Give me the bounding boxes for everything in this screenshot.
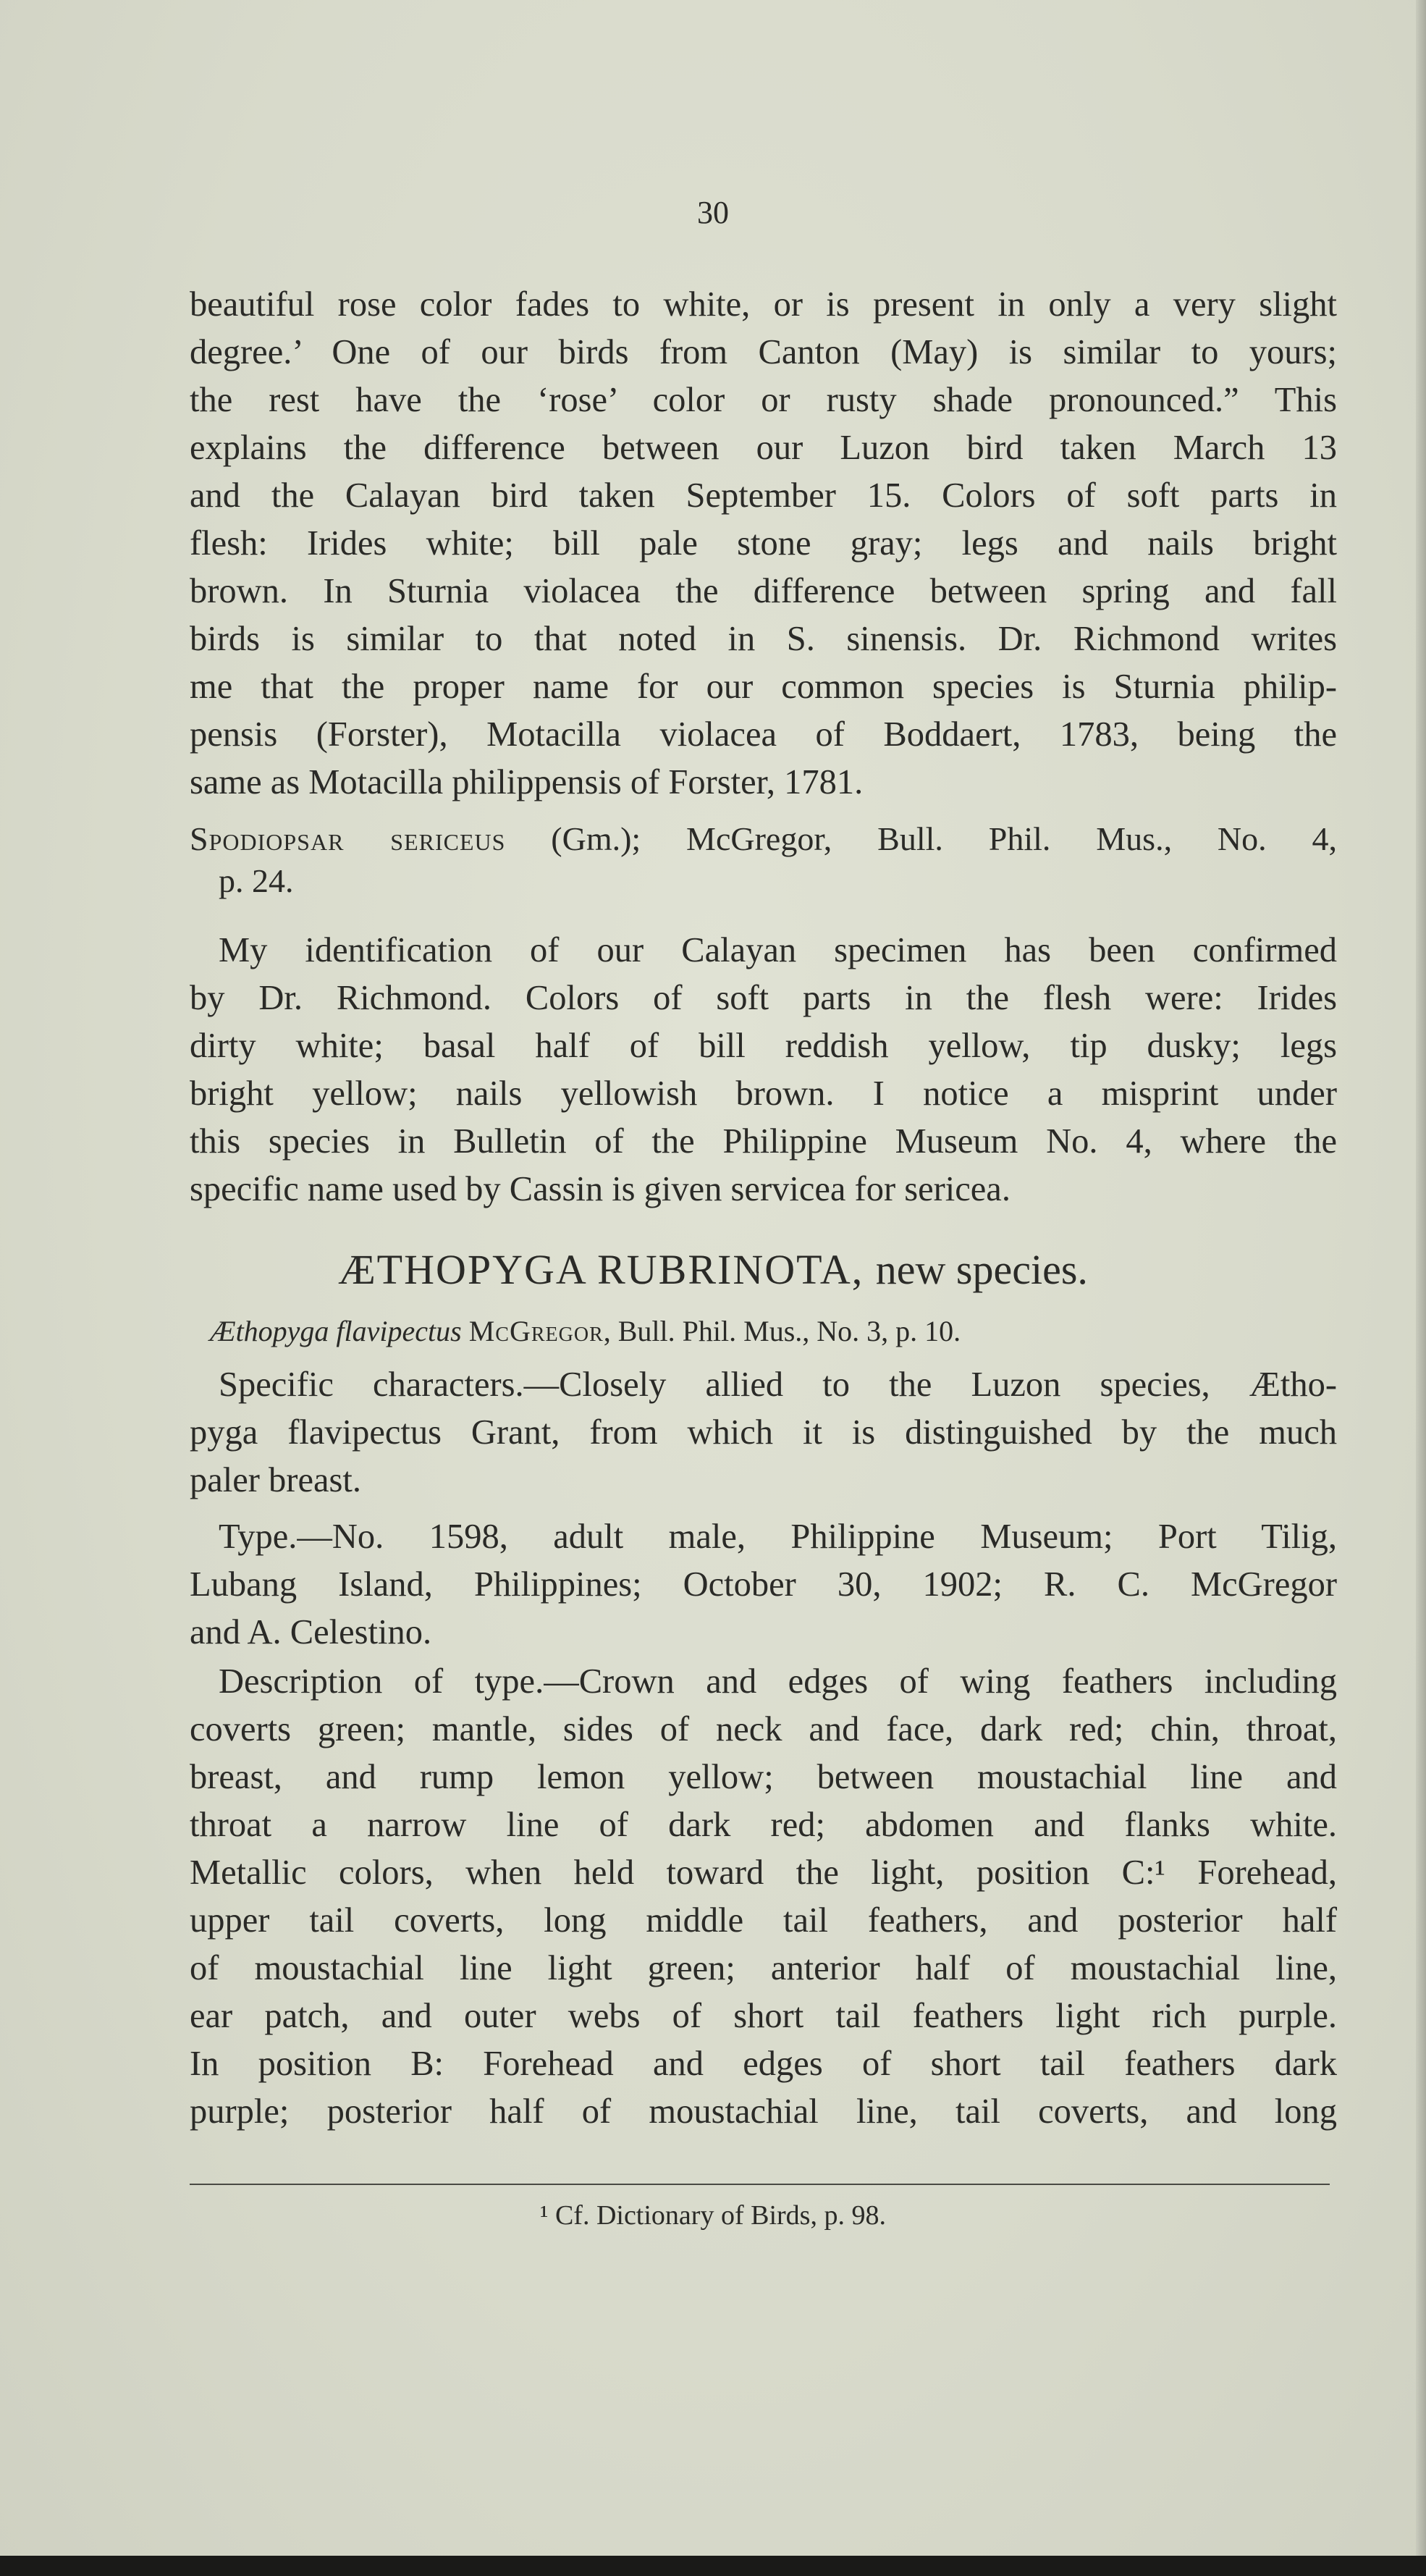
text-line: by Dr. Richmond. Colors of soft parts in the flesh were: Irides (190, 979, 1337, 1017)
text-line: brown. In Sturnia violacea the difference between spring and fall (190, 572, 1337, 610)
text-line: me that the proper name for our common species is Sturnia philip- (190, 668, 1337, 706)
species-heading (0, 1245, 1426, 1294)
text-line: Type.—No. 1598, adult male, Philippine Museum; Port Tilig, (219, 1518, 1337, 1556)
text-line: beautiful rose color fades to white, or is present in only a very slight (190, 285, 1337, 324)
paragraph-description (190, 1658, 1337, 2136)
paragraph-continuation (190, 281, 1337, 807)
text-line: Specific characters.—Closely allied to the Luzon species, Ætho- (219, 1365, 1337, 1404)
text-line: and A. Celestino. (190, 1613, 432, 1651)
heading-suffix: new species. (875, 1246, 1088, 1293)
text-line: degree.’ One of our birds from Canton (May) is similar to yours; (190, 333, 1337, 371)
text-line: birds is similar to that noted in S. sinensis. Dr. Richmond writes (190, 620, 1337, 658)
page-number: 30 (697, 195, 729, 230)
text-line: same as Motacilla philippensis of Forster, 1781. (190, 763, 864, 801)
text-line: purple; posterior half of moustachial line, tail coverts, and long (190, 2092, 1337, 2131)
text-line: flesh: Irides white; bill pale stone gray; legs and nails bright (190, 524, 1337, 563)
text-line: Description of type.—Crown and edges of wing feathers including (219, 1662, 1337, 1701)
text-line: dirty white; basal half of bill reddish yellow, tip dusky; legs (190, 1027, 1337, 1065)
footnote: ¹ Cf. Dictionary of Birds, p. 98. (540, 2200, 886, 2231)
footnote-rule (190, 2184, 1330, 2185)
text-line: Lubang Island, Philippines; October 30, 1902; R. C. McGregor (190, 1565, 1337, 1604)
text-line: Metallic colors, when held toward the light, position C:¹ Forehead, (190, 1853, 1337, 1892)
species-name: Spodiopsar sericeus (190, 820, 506, 857)
text-line: My identification of our Calayan specimen has been confirmed (219, 931, 1337, 969)
heading-title: ÆTHOPYGA RUBRINOTA, (338, 1246, 864, 1293)
text-line: throat a narrow line of dark red; abdomen and flanks white. (190, 1806, 1337, 1844)
species-citation: (Gm.); McGregor, Bull. Phil. Mus., No. 4, (551, 820, 1338, 857)
text-line: ear patch, and outer webs of short tail feathers light rich purple. (190, 1997, 1337, 2035)
text-line: upper tail coverts, long middle tail feathers, and posterior half (190, 1901, 1337, 1940)
text-line: of moustachial line light green; anterior half of moustachial line, (190, 1949, 1337, 1987)
text-line: the rest have the ‘rose’ color or rusty shade pronounced.” This (190, 381, 1337, 419)
text-line: pyga flavipectus Grant, from which it is distinguished by the much (190, 1413, 1337, 1452)
text-line: specific name used by Cassin is given servicea for sericea. (190, 1170, 1011, 1208)
text-line: pensis (Forster), Motacilla violacea of Boddaert, 1783, being the (190, 715, 1337, 754)
text-line: In position B: Forehead and edges of short tail feathers dark (190, 2045, 1337, 2083)
synonym-citation: , Bull. Phil. Mus., No. 3, p. 10. (603, 1315, 961, 1347)
text-line: explains the difference between our Luzon bird taken March 13 (190, 429, 1337, 467)
paragraph-identification (190, 927, 1337, 1213)
paragraph-type (190, 1513, 1337, 1657)
synonym-name: Æthopyga flavipectus (210, 1315, 462, 1347)
text-line: and the Calayan bird taken September 15. Colors of soft parts in (190, 476, 1337, 515)
text-line: bright yellow; nails yellowish brown. I notice a misprint under (190, 1074, 1337, 1113)
scan-bottom-border (0, 2556, 1426, 2576)
text-line: paler breast. (190, 1461, 361, 1499)
species-entry (190, 818, 1337, 902)
synonym-author: McGregor (468, 1315, 604, 1347)
text-line: coverts green; mantle, sides of neck and face, dark red; chin, throat, (190, 1710, 1337, 1748)
species-citation-page: p. 24. (219, 862, 294, 899)
paragraph-specific-characters (190, 1361, 1337, 1504)
text-line: this species in Bulletin of the Philippine Museum No. 4, where the (190, 1122, 1337, 1161)
text-line: breast, and rump lemon yellow; between moustachial line and (190, 1758, 1337, 1796)
synonym-line (210, 1314, 1296, 1348)
